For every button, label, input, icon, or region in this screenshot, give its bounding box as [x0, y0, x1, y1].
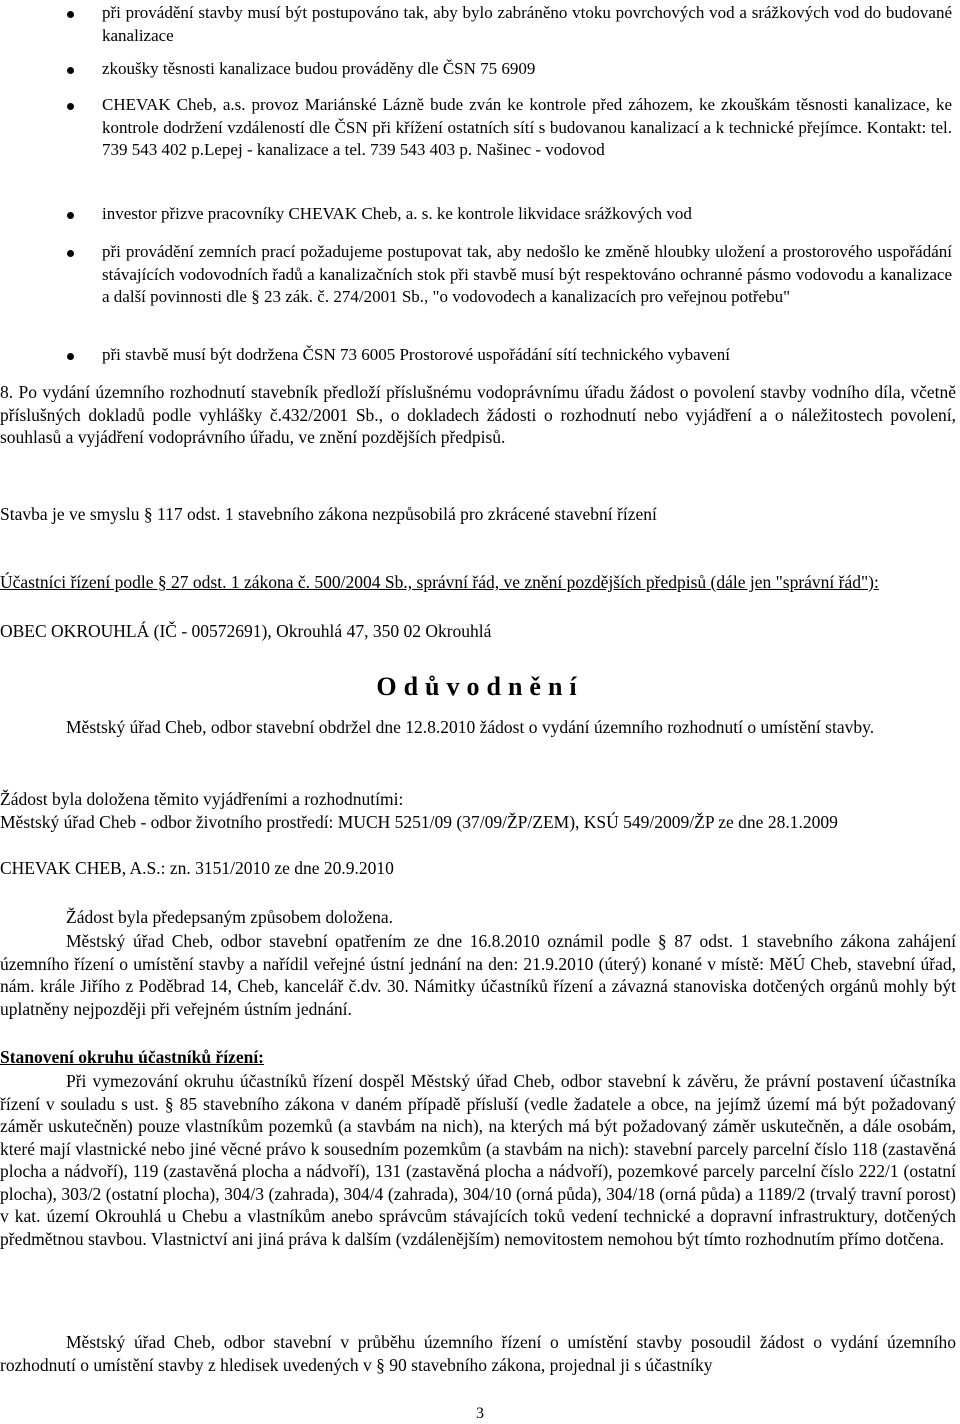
notice-paragraph: Městský úřad Cheb, odbor stavební opatřením ze dne 16.8.2010 oznámil podle § 87 odst. 1 stavebního zákona zahájení územního řízení o umístění stavby a nařídil veřejné ústní jednání na den: 21.9.2010 (úterý) konané v místě: MěÚ Cheb, stavební úřad, nám. krále Jiřího z Poděbrad 14, Cheb, kancelář č.dv. 30. Námitky účastníků řízení a závazná stanoviska dotčených orgánů mohly být uplatněny nejpozději při veřejném ústním jednání.: [0, 931, 956, 1019]
page-number: 3: [476, 1405, 484, 1422]
bullet-icon: [67, 67, 74, 74]
reason-intro: Městský úřad Cheb, odbor stavební obdržel dne 12.8.2010 žádost o vydání územního rozhodnutí o umístění stavby.: [66, 717, 875, 737]
list-item-text: při provádění zemních prací požadujeme postupovat tak, aby nedošlo ke změně hloubky uložení a prostorového uspořádání stávajících vodovodních řadů a kanalizačních stok při stavbě musí být respektováno ochranné pásmo vodovodu a kanalizace a další povinnosti dle § 23 zák. č. 274/2001 Sb., "o vodovodech a kanalizacích pro veřejnou potřebu": [102, 242, 952, 306]
bullet-icon: [67, 212, 74, 219]
bullet-icon: [67, 11, 74, 18]
circle-paragraph: Při vymezování okruhu účastníků řízení dospěl Městský úřad Cheb, odbor stavební k závěru, že právní postavení účastníka řízení v souladu s ust. § 85 stavebního zákona v daném případě přísluší (vedle žadatele a obce, na jejímž území má být požadovaný záměr uskutečněn) pouze vlastníkům pozemků (a stavbám na nich), na kterých má být požadovaný záměr uskutečněn, a dále osobám, které mají vlastnické nebo jiné věcné právo k sousedním pozemkům (a stavbám na nich): stavební parcely parcelní číslo 118 (zastavěná plocha a nádvoří), 119 (zastavěná plocha a nádvoří), 131 (zastavěná plocha a nádvoří), pozemkové parcely parcelní číslo 222/1 (ostatní plocha), 303/2 (ostatní plocha), 304/3 (zahrada), 304/4 (zahrada), 304/10 (orná půda), 304/18 (orná půda) a 1189/2 (trvalý travní porost) v kat. území Okrouhlá u Chebu a vlastníkům anebo správcům stávajících toků vedení technické a dopravní infrastruktury, dotčených předmětnou stavbou. Vlastnictví ani jiná práva k dalším (vzdálenějším) nemovitostem nemohou být tímto rozhodnutím přímo dotčena.: [0, 1071, 956, 1249]
list-item-text: při provádění stavby musí být postupováno tak, aby bylo zabráněno vtoku povrchových vod a srážkových vod do budované kanalizace: [102, 3, 952, 45]
circle-heading: Stanovení okruhu účastníků řízení:: [0, 1047, 265, 1067]
bullet-icon: [67, 250, 74, 257]
list-item-text: investor přizve pracovníky CHEVAK Cheb, a. s. ke kontrole likvidace srážkových vod: [102, 204, 692, 223]
bullet-icon: [67, 103, 74, 110]
docs-line: Městský úřad Cheb - odbor životního prostředí: MUCH 5251/09 (37/09/ŽP/ZEM), KSÚ 549/2009/ŽP ze dne 28.1.2009: [0, 812, 838, 832]
list-item-text: CHEVAK Cheb, a.s. provoz Mariánské Lázně bude zván ke kontrole před záhozem, ke zkouškám těsnosti kanalizace, ke kontrole dodržení vzdáleností dle ČSN při křížení ostatních sítí s budovanou kanalizací a k technické přejímce. Kontakt: tel. 739 543 402 p.Lepej - kanalizace a tel. 739 543 403 p. Našinec - vodovod: [102, 95, 952, 159]
docs-line: CHEVAK CHEB, A.S.: zn. 3151/2010 ze dne 20.9.2010: [0, 858, 394, 878]
docs-heading: Žádost byla doložena těmito vyjádřeními a rozhodnutími:: [0, 789, 404, 809]
paragraph-8: 8. Po vydání územního rozhodnutí stavebník předloží příslušnému vodoprávnímu úřadu žádost o povolení stavby vodního díla, včetně příslušných dokladů podle vyhlášky č.432/2001 Sb., o dokladech žádosti o rozhodnutí nebo vyjádření a o náležitostech povolení, souhlasů a vyjádření vodoprávního úřadu, ve znění pozdějších předpisů.: [0, 382, 956, 447]
list-item-text: při stavbě musí být dodržena ČSN 73 6005 Prostorové uspořádání sítí technického vybavení: [102, 345, 730, 364]
participant-entry: OBEC OKROUHLÁ (IČ - 00572691), Okrouhlá 47, 350 02 Okrouhlá: [0, 621, 492, 641]
docs-complete: Žádost byla předepsaným způsobem doložena.: [66, 907, 394, 927]
stavba-note: Stavba je ve smyslu § 117 odst. 1 stavebního zákona nezpůsobilá pro zkrácené stavební řízení: [0, 504, 657, 524]
section-title: Odůvodnění: [376, 672, 584, 701]
participants-heading: Účastníci řízení podle § 27 odst. 1 zákona č. 500/2004 Sb., správní řád, ve znění pozdějších předpisů (dále jen "správní řád"):: [0, 572, 879, 592]
bullet-icon: [67, 353, 74, 360]
final-paragraph: Městský úřad Cheb, odbor stavební v průběhu územního řízení o umístění stavby posoudil žádost o vydání územního rozhodnutí o umístění stavby z hledisek uvedených v § 90 stavebního zákona, projednal ji s účastníky: [0, 1332, 956, 1375]
list-item-text: zkoušky těsnosti kanalizace budou prováděny dle ČSN 75 6909: [102, 59, 536, 78]
